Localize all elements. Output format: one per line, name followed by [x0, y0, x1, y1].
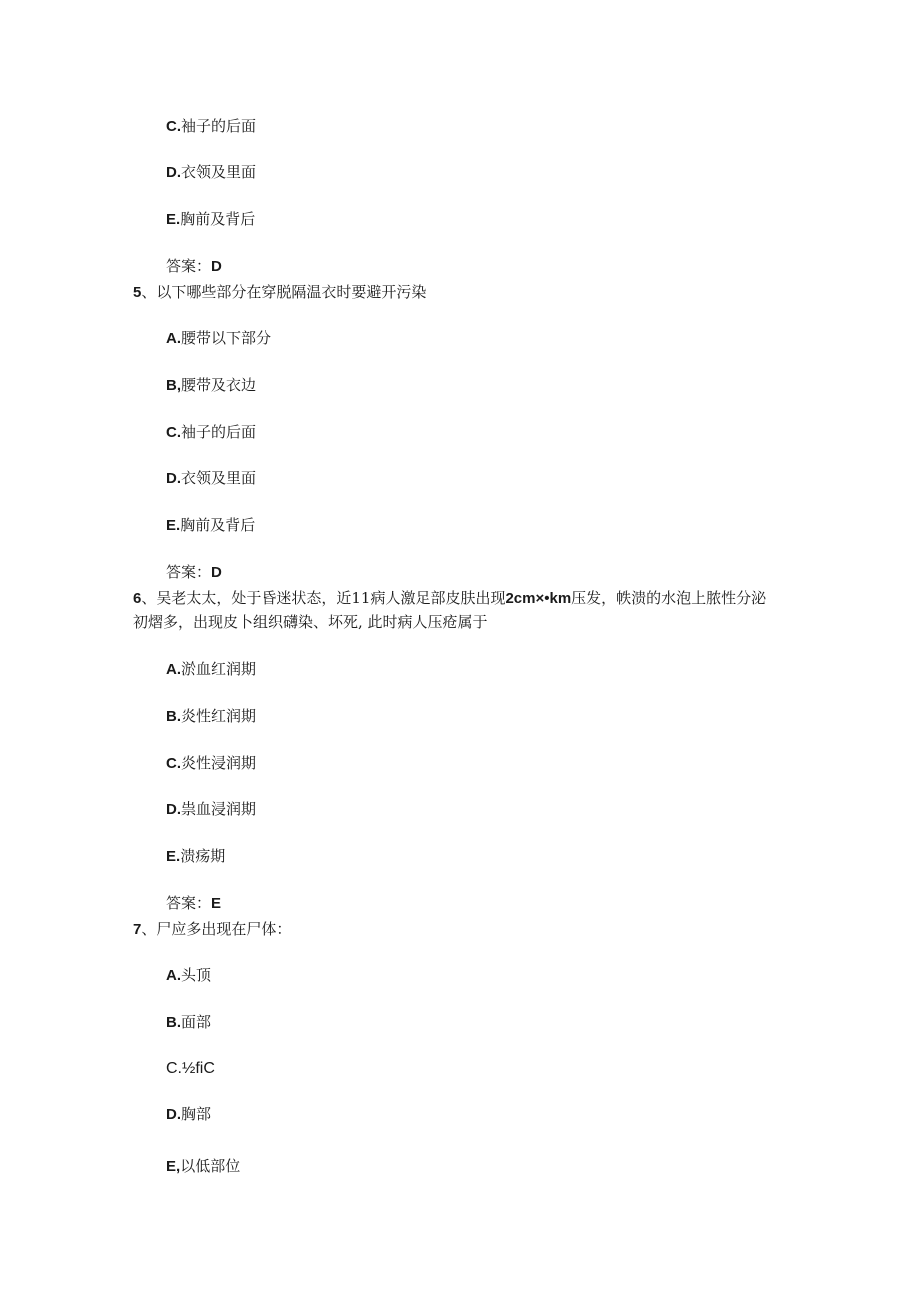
option-e: E.溃疡期 — [166, 847, 226, 865]
question-7: 7、尸应多出现在尸体： — [133, 920, 292, 938]
option-e: E,以低部位 — [166, 1157, 241, 1175]
answer: 答案：E — [166, 894, 222, 912]
option-c-garbled: C.½fiC — [166, 1060, 215, 1077]
option-e: E.胸前及背后 — [166, 516, 256, 534]
question-5: 5、以下哪些部分在穿脱隔温衣时要避开污染 — [133, 283, 427, 301]
option-a: A.头顶 — [166, 966, 212, 984]
option-a: A.淤血红润期 — [166, 660, 257, 678]
option-b: B.炎性红润期 — [166, 707, 257, 725]
question-6-line-1: 6、吴老太太，处于昏迷状态，近11病人激足部皮肤出现2cm×•km压发，帙溃的水泡上脓性分泌 — [133, 589, 767, 607]
option-d: D.胸部 — [166, 1105, 212, 1123]
answer: 答案：D — [166, 563, 222, 581]
option-b: B.面部 — [166, 1013, 212, 1031]
answer: 答案：D — [166, 257, 222, 275]
option-e: E.胸前及背后 — [166, 210, 256, 228]
option-a: A.腰带以下部分 — [166, 329, 272, 347]
question-6-line-2: 初熠多，出现皮卜组织礴染、坏死, 此时病人压疮属于 — [133, 613, 488, 631]
option-d: D.衣领及里面 — [166, 469, 257, 487]
option-d: D.祟血浸润期 — [166, 800, 257, 818]
option-b: B,腰带及衣边 — [166, 376, 257, 394]
option-c: C.袖子的后面 — [166, 117, 257, 135]
option-d: D.衣领及里面 — [166, 163, 257, 181]
option-c: C.袖子的后面 — [166, 423, 257, 441]
option-c: C.炎性浸润期 — [166, 754, 257, 772]
